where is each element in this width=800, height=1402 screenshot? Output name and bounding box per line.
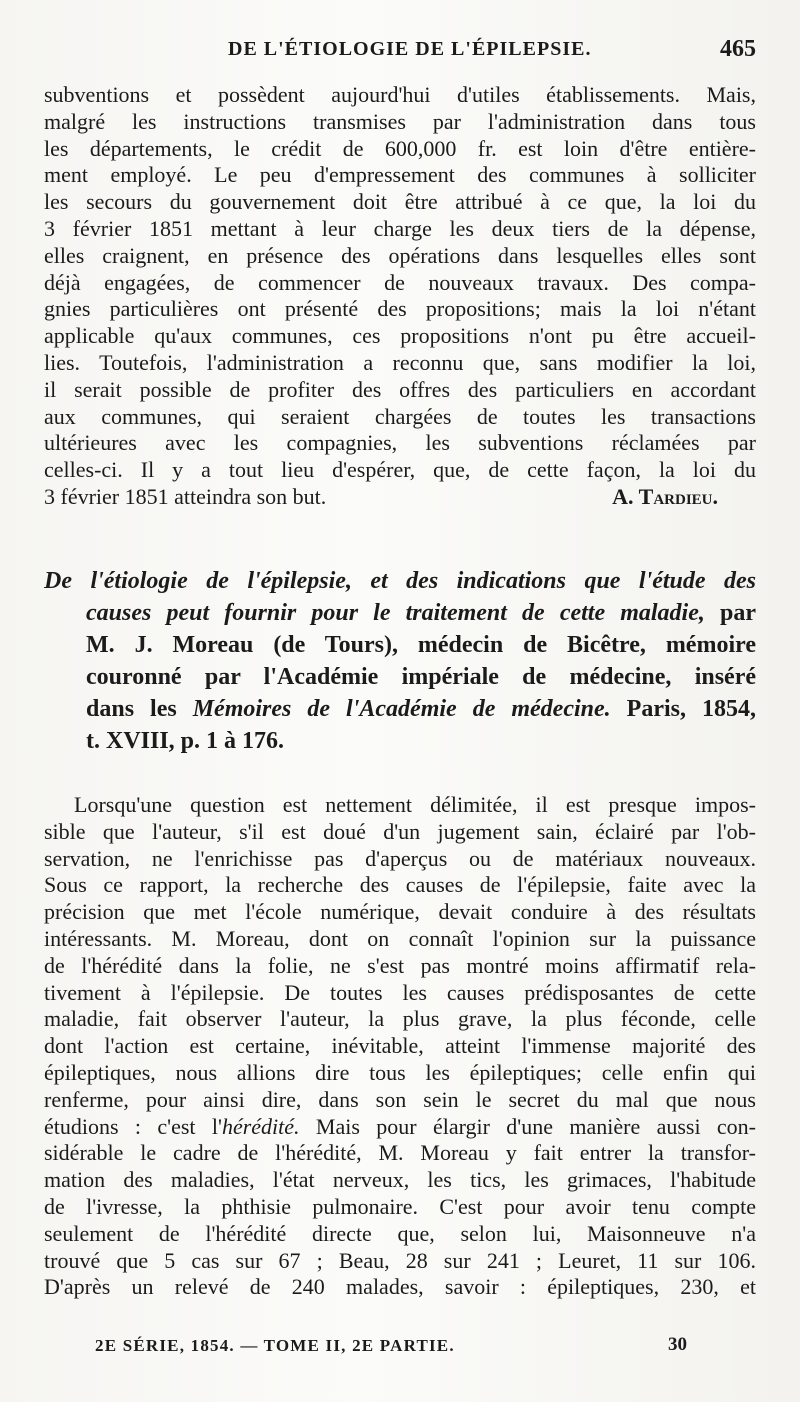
text-line: Lorsqu'une question est nettement délimitée, il est presque impos- (74, 792, 756, 817)
page-number: 465 (720, 36, 756, 62)
text-line: de l'ivresse, la phthisie pulmonaire. C'est pour avoir tenu compte (44, 1193, 756, 1219)
text-line: précision que met l'école numérique, devait conduire à des résultats (44, 899, 756, 925)
review-title-line: De l'étiologie de l'épilepsie, et des indications que l'étude des (44, 568, 756, 594)
text-line: D'après un relevé de 240 malades, savoir : épileptiques, 230, et (44, 1274, 756, 1300)
text-line: sidérable le cadre de l'hérédité, M. Moreau y fait entrer la transfor- (44, 1140, 756, 1166)
text-line: seulement de l'hérédité directe que, selon lui, Maisonneuve n'a (44, 1220, 756, 1246)
text-line: renferme, pour ainsi dire, dans son sein le secret du mal que nous (44, 1086, 756, 1112)
review-author-line: M. J. Moreau (de Tours), médecin de Bicêtre, mémoire (86, 632, 756, 658)
text-line: applicable qu'aux communes, ces propositions n'ont pu être accueil- (44, 323, 756, 349)
review-pages-line: t. XVIII, p. 1 à 176. (86, 728, 285, 754)
closing-line (44, 484, 756, 511)
text-line: ultérieures avec les compagnies, les subventions réclamées par (44, 430, 756, 456)
text-line: servation, ne l'enrichisse pas d'aperçus ou de matériaux nouveaux. (44, 845, 756, 871)
running-title: DE L'ÉTIOLOGIE DE L'ÉPILEPSIE. (228, 38, 592, 60)
sheet-number: 30 (668, 1334, 687, 1355)
text-line: celles-ci. Il y a tout lieu d'espérer, que, de cette façon, la loi du (44, 457, 756, 483)
text-line: intéressants. M. Moreau, dont on connaît l'opinion sur la puissance (44, 925, 756, 951)
body-paragraph-continued (44, 82, 756, 511)
text-line: subventions et possèdent aujourd'hui d'utiles établissements. Mais, (44, 82, 756, 107)
text-line: mation des maladies, l'état nerveux, les tics, les grimaces, l'habitude (44, 1167, 756, 1193)
text-segment: étudions : c'est l' (44, 1113, 222, 1139)
text-line: les secours du gouvernement doit être attribué à ce que, la loi du (44, 189, 756, 215)
text-line: dont l'action est certaine, inévitable, atteint l'immense majorité des (44, 1033, 756, 1059)
text-line: les départements, le crédit de 600,000 fr. est loin d'être entière- (44, 135, 756, 161)
review-citation-line (44, 693, 756, 725)
body-paragraph (44, 792, 756, 1301)
text-line: tivement à l'épilepsie. De toutes les causes prédisposantes de cette (44, 979, 756, 1005)
text-segment: Mais pour élargir d'une manière aussi con- (299, 1113, 756, 1139)
review-title-plain: Paris, 1854, (626, 696, 756, 722)
text-line: aux communes, qui seraient chargées de toutes les transactions (44, 403, 756, 429)
text-line: gnies particulières ont présenté des propositions; mais la loi n'étant (44, 296, 756, 322)
text-line: de l'hérédité dans la folie, ne s'est pas montré moins affirmatif rela- (44, 952, 756, 978)
review-title-line (44, 597, 756, 629)
review-title-plain: par (720, 600, 756, 626)
review-title-plain: dans les (86, 696, 177, 722)
text-line: maladie, fait observer l'auteur, la plus grave, la plus féconde, celle (44, 1006, 756, 1032)
review-journal-title: Mémoires de l'Académie de médecine. (192, 696, 611, 722)
text-line: il serait possible de profiter des offres des particuliers en accordant (44, 376, 756, 402)
text-line: ment employé. Le peu d'empressement des communes à solliciter (44, 162, 756, 188)
review-title-italic: causes peut fournir pour le traitement de cette maladie, (86, 600, 705, 626)
text-line: Sous ce rapport, la recherche des causes de l'épilepsie, faite avec la (44, 872, 756, 898)
emphasized-word: hérédité. (221, 1113, 300, 1139)
text-line: 3 février 1851 mettant à leur charge les deux tiers de la dépense, (44, 215, 756, 241)
text-line: sible que l'auteur, s'il est doué d'un jugement sain, éclairé par l'ob- (44, 818, 756, 844)
running-head (0, 36, 800, 72)
author-signature: A. Tardieu. (612, 483, 718, 509)
text-line: 3 février 1851 atteindra son but. (44, 483, 327, 509)
text-line: lies. Toutefois, l'administration a reconnu que, sans modifier la loi, (44, 349, 756, 375)
text-line: déjà engagées, de commencer de nouveaux travaux. Des compa- (44, 269, 756, 295)
text-line (44, 1114, 756, 1141)
review-heading (44, 565, 756, 757)
signature-mark: 2E SÉRIE, 1854. — TOME II, 2E PARTIE. (95, 1336, 455, 1355)
text-line: malgré les instructions transmises par l'administration dans tous (44, 108, 756, 134)
page-footer (0, 1336, 800, 1366)
text-line: trouvé que 5 cas sur 67 ; Beau, 28 sur 241 ; Leuret, 11 sur 106. (44, 1247, 756, 1273)
review-title-line: couronné par l'Académie impériale de médecine, inséré (86, 664, 756, 690)
text-line: elles craignent, en présence des opérations dans lesquelles elles sont (44, 242, 756, 268)
text-line: épileptiques, nous allions dire tous les épileptiques; celle enfin qui (44, 1059, 756, 1085)
